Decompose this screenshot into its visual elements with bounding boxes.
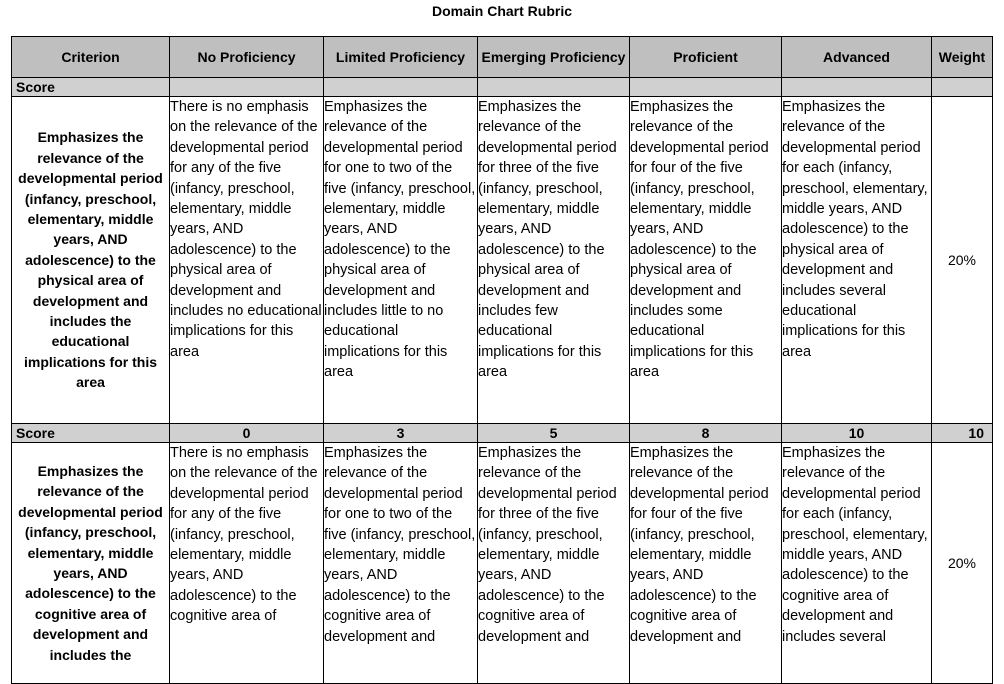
- header-row: [12, 37, 993, 78]
- header-proficient: Proficient: [630, 37, 782, 78]
- level-cell-proficient: Emphasizes the relevance of the developmental period for four of the five (infancy, preschool, elementary, middle years, AND adolescence) to the physical area of development and includes some educational implications for this area: [630, 97, 782, 424]
- level-cell-emerging-proficiency: Emphasizes the relevance of the developmental period for three of the five (infancy, preschool, elementary, middle years, AND adolescence) to the physical area of development and includes few educational implications for this area: [478, 97, 630, 424]
- criterion-cell: Emphasizes the relevance of the developmental period (infancy, preschool, elementary, middle years, AND adolescence) to the physical area of development and includes the educational implications for this area: [12, 97, 170, 424]
- table-row: [12, 443, 993, 684]
- score-cell-empty: [324, 78, 478, 97]
- score-cell-empty: [932, 78, 993, 97]
- level-cell-emerging-proficiency: Emphasizes the relevance of the developmental period for three of the five (infancy, preschool, elementary, middle years, AND adolescence) to the cognitive area of development and: [478, 443, 630, 684]
- weight-cell: 20%: [932, 97, 993, 424]
- document-title: Domain Chart Rubric: [431, 3, 572, 19]
- score-cell-empty: [170, 78, 324, 97]
- level-cell-advanced: Emphasizes the relevance of the developmental period for each (infancy, preschool, elementary, middle years, AND adolescence) to the cognitive area of development and includes several: [782, 443, 932, 684]
- score-value-no-proficiency: 0: [170, 424, 324, 443]
- score-cell-empty: [630, 78, 782, 97]
- score-value-proficient: 8: [630, 424, 782, 443]
- score-cell-empty: [478, 78, 630, 97]
- rubric-table: [11, 36, 993, 684]
- score-cell-empty: [782, 78, 932, 97]
- score-row: [12, 424, 993, 443]
- header-weight: Weight: [932, 37, 993, 78]
- level-cell-no-proficiency: There is no emphasis on the relevance of the developmental period for any of the five (infancy, preschool, elementary, middle years, AND adolescence) to the cognitive area of: [170, 443, 324, 684]
- criterion-cell: Emphasizes the relevance of the developmental period (infancy, preschool, elementary, middle years, AND adolescence) to the cognitive area of development and includes the: [12, 443, 170, 684]
- header-no-proficiency: No Proficiency: [170, 37, 324, 78]
- header-emerging-proficiency: Emerging Proficiency: [478, 37, 630, 78]
- score-label: Score: [12, 424, 170, 443]
- level-cell-limited-proficiency: Emphasizes the relevance of the developmental period for one to two of the five (infancy, preschool, elementary, middle years, AND adolescence) to the physical area of development and includes little to no educational implications for this area: [324, 97, 478, 424]
- score-value-weight: 10: [932, 424, 993, 443]
- score-value-emerging-proficiency: 5: [478, 424, 630, 443]
- score-value-advanced: 10: [782, 424, 932, 443]
- header-advanced: Advanced: [782, 37, 932, 78]
- level-cell-advanced: Emphasizes the relevance of the developmental period for each (infancy, preschool, elementary, middle years, AND adolescence) to the physical area of development and includes several educational implications for this area: [782, 97, 932, 424]
- level-cell-proficient: Emphasizes the relevance of the developmental period for four of the five (infancy, preschool, elementary, middle years, AND adolescence) to the cognitive area of development and: [630, 443, 782, 684]
- score-row-top: [12, 78, 993, 97]
- score-value-limited-proficiency: 3: [324, 424, 478, 443]
- level-cell-limited-proficiency: Emphasizes the relevance of the developmental period for one to two of the five (infancy, preschool, elementary, middle years, AND adolescence) to the cognitive area of development and: [324, 443, 478, 684]
- header-criterion: Criterion: [12, 37, 170, 78]
- level-cell-no-proficiency: There is no emphasis on the relevance of the developmental period for any of the five (infancy, preschool, elementary, middle years, AND adolescence) to the physical area of development and includes no educational implications for this area: [170, 97, 324, 424]
- score-label: Score: [12, 78, 170, 97]
- weight-cell: 20%: [932, 443, 993, 684]
- header-limited-proficiency: Limited Proficiency: [324, 37, 478, 78]
- table-row: [12, 97, 993, 424]
